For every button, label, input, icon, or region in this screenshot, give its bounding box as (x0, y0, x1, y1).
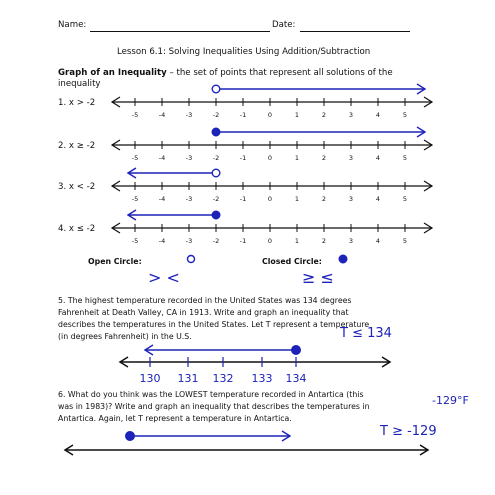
number-line-2-tick-label: 2 (321, 154, 327, 162)
problem5-tick-label: 131 (177, 372, 199, 385)
number-line-1-tick-label: 1 (294, 111, 300, 119)
number-line-2-tick-label: -5 (131, 154, 139, 162)
number-line-1-tick-label: -3 (185, 111, 193, 119)
number-line-2-tick-label: -4 (158, 154, 166, 162)
key-open-circle (188, 256, 195, 263)
example-4-closed-circle (212, 211, 220, 219)
number-line-1-tick-label: 0 (267, 111, 273, 119)
problem6-line2: was in 1983)? Write and graph an inequality that describes the temperatures in (58, 402, 370, 411)
problem5-tick-label: 130 (139, 372, 161, 385)
number-line-3-tick-label: -1 (239, 195, 247, 203)
date-label: Date: (272, 20, 296, 30)
number-line-2-tick-label: -1 (239, 154, 247, 162)
number-line-4-tick-label: 3 (348, 237, 354, 245)
number-line-4-tick-label: 0 (267, 237, 273, 245)
number-line-4-tick-label: 2 (321, 237, 327, 245)
number-line-3-tick-label: 2 (321, 195, 327, 203)
problem5-closed-circle (292, 346, 301, 355)
number-line-2-tick-label: -2 (212, 154, 220, 162)
number-line-4-tick-label: 5 (402, 237, 408, 245)
example-2-label: 2. x ≥ -2 (58, 141, 96, 151)
number-line-4-tick-label: 4 (375, 237, 381, 245)
example-4-label: 4. x ≤ -2 (58, 224, 96, 234)
number-line-2-tick-label: 0 (267, 154, 273, 162)
example-3-label: 3. x < -2 (58, 182, 96, 192)
number-line-1-tick-label: 4 (375, 111, 381, 119)
definition-text: – the set of points that represent all solutions of the (166, 68, 393, 78)
problem6-answer: T ≥ -129 (380, 424, 437, 439)
number-line-1-tick-label: 3 (348, 111, 354, 119)
problem5-tick-label: 132 (212, 372, 234, 385)
number-line-4-tick-label: -5 (131, 237, 139, 245)
example-3-open-circle (212, 169, 220, 177)
example-1-label: 1. x > -2 (58, 98, 96, 108)
number-line-3-tick-label: -4 (158, 195, 166, 203)
number-line-4-tick-label: -1 (239, 237, 247, 245)
number-line-3-tick-label: 0 (267, 195, 273, 203)
number-line-1-tick-label: -4 (158, 111, 166, 119)
open-circle-symbols: > < (148, 268, 180, 287)
lesson-title: Lesson 6.1: Solving Inequalities Using Addition/Subtraction (117, 47, 371, 57)
key-closed-circle (339, 255, 347, 263)
problem6-line1: 6. What do you think was the LOWEST temperature recorded in Antartica (this (58, 390, 364, 399)
problem5-line3: describes the temperatures in the United States. Let T represent a temperature (58, 320, 370, 329)
number-line-3-tick-label: -3 (185, 195, 193, 203)
number-line-2-tick-label: 5 (402, 154, 408, 162)
problem6-closed-circle (126, 432, 135, 441)
number-line-1-tick-label: -5 (131, 111, 139, 119)
number-line-1-tick-label: 5 (402, 111, 408, 119)
number-line-1-tick-label: 2 (321, 111, 327, 119)
problem5-tick-label: 133 (251, 372, 273, 385)
number-line-2-tick-label: -3 (185, 154, 193, 162)
name-label: Name: (58, 20, 87, 30)
example-2-closed-circle (212, 128, 220, 136)
number-line-2-tick-label: 1 (294, 154, 300, 162)
problem6-line3: Antartica. Again, let T represent a temperature in Antartica. (58, 414, 292, 423)
closed-circle-symbols: ≥ ≤ (302, 268, 334, 287)
open-circle-label: Open Circle: (88, 257, 142, 266)
definition-line2: inequality (58, 79, 101, 89)
number-line-4-tick-label: -4 (158, 237, 166, 245)
number-line-3-tick-label: 5 (402, 195, 408, 203)
closed-circle-label: Closed Circle: (262, 257, 322, 266)
example-1-open-circle (212, 85, 220, 93)
number-line-3-tick-label: 4 (375, 195, 381, 203)
number-line-1-tick-label: -2 (212, 111, 220, 119)
problem6-guess: -129°F (432, 394, 469, 407)
problem5-line1: 5. The highest temperature recorded in the United States was 134 degrees (58, 296, 352, 305)
problem5-answer: T ≤ 134 (340, 326, 392, 341)
number-line-3-tick-label: -2 (212, 195, 220, 203)
number-line-2-tick-label: 3 (348, 154, 354, 162)
problem5-line4: (in degrees Fahrenheit) in the U.S. (58, 332, 192, 341)
number-line-3-tick-label: -5 (131, 195, 139, 203)
number-line-4-tick-label: -3 (185, 237, 193, 245)
number-line-2-tick-label: 4 (375, 154, 381, 162)
number-line-4-tick-label: -2 (212, 237, 220, 245)
number-line-1-tick-label: -1 (239, 111, 247, 119)
definition-term: Graph of an Inequality (58, 68, 167, 78)
number-line-4-tick-label: 1 (294, 237, 300, 245)
problem5-tick-label: 134 (285, 372, 307, 385)
problem5-line2: Fahrenheit at Death Valley, CA in 1913. Write and graph an inequality that (58, 308, 349, 317)
number-line-3-tick-label: 3 (348, 195, 354, 203)
number-line-3-tick-label: 1 (294, 195, 300, 203)
